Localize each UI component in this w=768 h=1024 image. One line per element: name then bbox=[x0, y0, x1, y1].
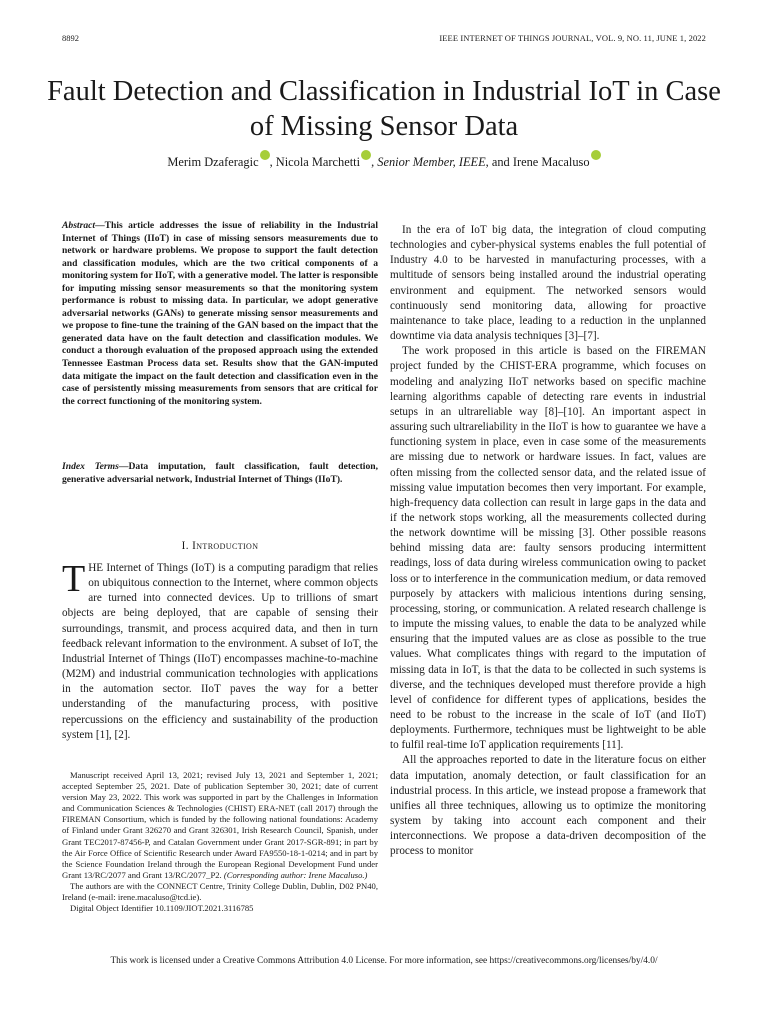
introduction-text: HE Internet of Things (IoT) is a computing paradigm that relies on ubiquitous connection to the Internet, where common objects are turned into connected devices. Up to trillions of smart objects are being deployed, that are capable of sensing their surroundings, transmit, and process acquired data, and then in turn feedback relevant information to the environment. A subset of IoT, the Industrial Internet of Things (IIoT) encompasses machine-to-machine (M2M) and industrial communication technologies with applications in the automation sector. IIoT paves the way for a better understanding of the manufacturing process, with positive repercussions on the efficiency and sustainability of the production system [1], [2]. bbox=[62, 562, 378, 741]
orcid-icon[interactable] bbox=[591, 150, 601, 160]
body-paragraph: In the era of IoT big data, the integration of cloud computing technologies and cyber-physical systems enables the full potential of Industry 4.0 to be harvested in manufacturing processes, with a multitude of sensors being installed around the industrial operating environment and equipment. The networked sensors would continuously send monitoring data, allowing for proactive maintenance to take place, leading to a reduction in the unplanned downtime via data analysis techniques [3]–[7]. bbox=[390, 224, 706, 343]
section-number: I. bbox=[181, 540, 193, 552]
abstract bbox=[62, 220, 378, 408]
doi-footnote: Digital Object Identifier 10.1109/JIOT.2021.3116785 bbox=[70, 903, 254, 914]
right-column-body bbox=[390, 223, 706, 860]
author-name: , Nicola Marchetti bbox=[269, 155, 361, 170]
abstract-text: —This article addresses the issue of reliability in the Industrial Internet of Things (IIoT) in case of missing sensors measurements due to network or hardware problems. We propose to support the fault detection and classification modules, which are the two critical components of a monitoring system for IIoT, with a generative model. The latter is responsible for imputing missing sensor measurements so that the monitoring system performance is robust to missing data. In particular, we adopt generative adversarial networks (GANs) to generate missing sensor measurements and we propose to fine-tune the training of the GAN based on the impact that the generated data have on the fault detection and classification modules. We conduct a thorough evaluation of the proposed approach using the extended Tennessee Eastman Process data set. Results show that the GAN-imputed data mitigate the impact on the fault detection and classification even in the case of persistently missing measurements from sensors that are critical for the correct functioning of the monitoring system. bbox=[62, 220, 378, 407]
orcid-icon[interactable] bbox=[361, 150, 371, 160]
drop-cap: T bbox=[62, 558, 86, 600]
journal-header: IEEE INTERNET OF THINGS JOURNAL, VOL. 9, NO. 11, JUNE 1, 2022 bbox=[439, 33, 706, 43]
author-list bbox=[40, 151, 728, 170]
license-notice: This work is licensed under a Creative Commons Attribution 4.0 License. For more information, see https://creativecommons.org/licenses/by/4.0/ bbox=[110, 956, 658, 966]
index-terms-text: —Data imputation, fault classification, fault detection, generative adversarial network, Industrial Internet of Things (IIoT). bbox=[62, 461, 378, 485]
author-name: Merim Dzaferagic bbox=[167, 155, 259, 170]
orcid-icon[interactable] bbox=[260, 150, 270, 160]
body-paragraph: The work proposed in this article is based on the FIREMAN project funded by the CHIST-ERA programme, which focuses on modeling and analyzing IIoT networks based on specific machine learning algorithms capable of detecting rare events in industrial setups in an ultrareliable way [8]–[10]. An important aspect in assuring such ultrareliability in the IIoT is how to guarantee we have a functioning system in place, even in case some of the measurements are missing due to network or hardware issues. In fact, values are often missing from the collected sensor data, and the related issue of missing value imputation becomes then very important. For example, high-frequency data collection can result in large gaps in the data and if the network stops working, all the measurements collected during the network downtime will be missing [3]. Other possible reasons behind missing data are: faulty sensors producing intermittent readings, loss of data during wireless communication owing to packet loss or to interference in the communication medium, or data removed purposely by attackers with malicious intentions during sensing, processing, storing, or communication. A related research challenge is to impute the missing values, to enable the data to be analyzed while ensuring that the imputed values are as close as possible to the true values. What complicates things with regard to the imputation of missing data in IoT, is that the data to be collected in such systems is diverse, and the techniques developed must therefore provide a high level of confidence for different types of applications, besides the need to be robust to the increase in the scale of IoT (and IIoT) deployments. Furthermore, techniques must be lightweight to be able to fulfil real-time IoT application requirements [11]. bbox=[390, 345, 706, 752]
corresponding-author: (Corresponding author: Irene Macaluso.) bbox=[223, 869, 368, 880]
body-paragraph: All the approaches reported to date in the literature focus on either data imputation, anomaly detection, or fault classification for an industrial process. In this article, we instead propose a framework that unifies all three techniques, allowing us to optimize the monitoring system by taking into account each component and their interconnections. We propose a data-driven decomposition of the process to monitor bbox=[390, 754, 706, 858]
section-heading bbox=[62, 540, 378, 552]
page-number: 8892 bbox=[62, 33, 79, 43]
section-title: Introduction bbox=[192, 540, 259, 552]
introduction-paragraph bbox=[62, 558, 378, 743]
author-role: Senior Member, IEEE bbox=[377, 155, 486, 170]
author-name: , and Irene Macaluso bbox=[485, 155, 590, 170]
abstract-label: Abstract bbox=[62, 220, 96, 231]
paper-title: Fault Detection and Classification in Industrial IoT in Case of Missing Sensor Data bbox=[47, 76, 721, 142]
index-terms-label: Index Terms bbox=[62, 461, 119, 472]
footnotes bbox=[62, 770, 378, 914]
affiliation-footnote: The authors are with the CONNECT Centre, Trinity College Dublin, Dublin, D02 PN40, Ireland (e-mail: irene.macaluso@tcd.ie). bbox=[62, 880, 378, 903]
manuscript-footnote bbox=[62, 770, 378, 881]
author-separator: , bbox=[371, 155, 378, 170]
index-terms bbox=[62, 461, 378, 486]
manuscript-text: Manuscript received April 13, 2021; revised July 13, 2021 and September 1, 2021; accepted September 25, 2021. Date of publication September 30, 2021; date of current version May 23, 2022. This work was supported in part by the Challenges in Information and Communication Sciences & Technologies (CHIST) ERA-NET (call 2017) through the FIREMAN Consortium, which is funded by the following national foundations: Academy of Finland under Grant 326270 and Grant 326301, Irish Research Council, Spanish, under Grant TEC2017-87456-P, and Catalan Government under Grant 2017-SGR-891; in part by the Air Force Office of Scientific Research under Award FA9550-18-1-0214; and in part by the Science Foundation Ireland through the European Regional Development Fund under Grant 13/RC/2077 and Grant 13/RC/2077_P2. bbox=[62, 770, 378, 880]
